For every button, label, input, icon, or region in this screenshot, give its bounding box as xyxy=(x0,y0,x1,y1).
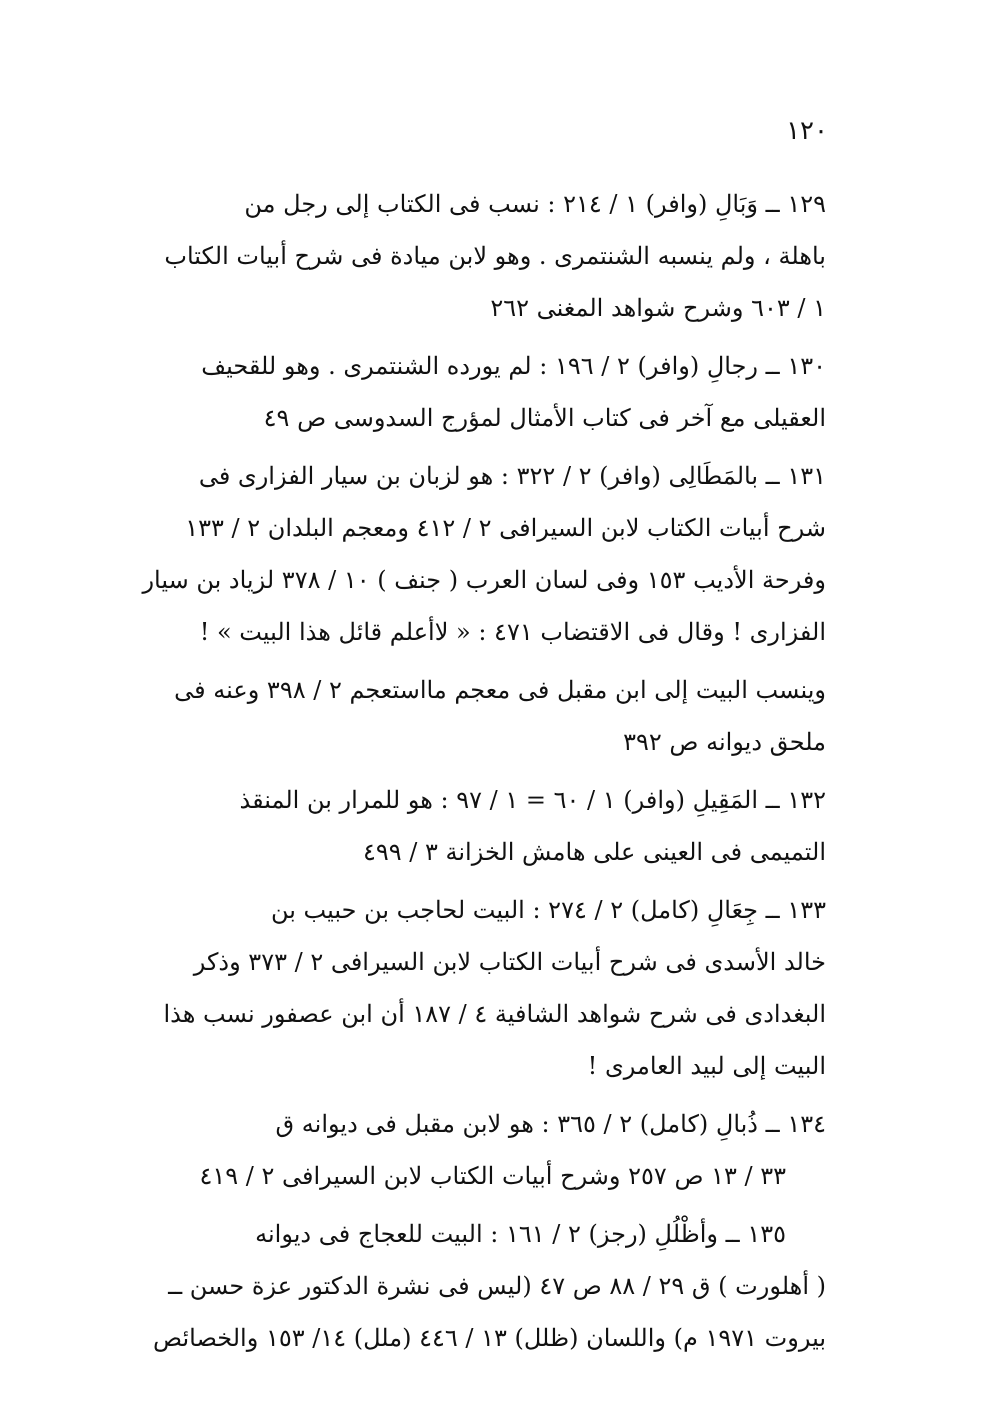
text-line: شرح أبيات الكتاب لابن السيرافى ٢ / ٤١٢ ومعجم البلدان ٢ / ١٣٣ xyxy=(185,514,826,542)
entry-133 xyxy=(160,884,826,1092)
text-line: العقيلى مع آخر فى كتاب الأمثال لمؤرج السدوسى ص ٤٩ xyxy=(263,404,826,432)
entry-129 xyxy=(160,178,826,334)
text-line: خالد الأسدى فى شرح أبيات الكتاب لابن السيرافى ٢ / ٣٧٣ وذكر xyxy=(193,948,826,976)
text-line: الفزارى ! وقال فى الاقتضاب ٤٧١ : « لاأعلم قائل هذا البيت » ! xyxy=(199,618,826,646)
text-line: البغدادى فى شرح شواهد الشافية ٤ / ١٨٧ أن ابن عصفور نسب هذا xyxy=(163,1000,826,1028)
text-line: ٣٣ / ١٣ ص ٢٥٧ وشرح أبيات الكتاب لابن السيرافى ٢ / ٤١٩ xyxy=(199,1162,786,1190)
text-line: ١٣٤ ــ ذُبالِ (كامل) ٢ / ٣٦٥ : هو لابن مقبل فى ديوانه ق xyxy=(275,1110,826,1138)
entry-134 xyxy=(160,1098,826,1202)
text-line: ١٣٥ ــ وأظْلُلِ (رجز) ٢ / ١٦١ : البيت للعجاج فى ديوانه xyxy=(255,1220,786,1248)
text-line: ١٣٣ ــ جِعَالِ (كامل) ٢ / ٢٧٤ : البيت لحاجب بن حبيب بن xyxy=(270,896,826,924)
text-line: وينسب البيت إلى ابن مقبل فى معجم مااستعجم ٢ / ٣٩٨ وعنه فى xyxy=(174,676,826,704)
entry-130 xyxy=(160,340,826,444)
text-line: ( أهلورت ) ق ٢٩ / ٨٨ ص ٤٧ (ليس فى نشرة الدكتور عزة حسن ــ xyxy=(168,1272,826,1300)
entry-131-note xyxy=(160,664,826,768)
entry-132 xyxy=(160,774,826,878)
text-line: التميمى فى العينى على هامش الخزانة ٣ / ٤٩٩ xyxy=(362,838,826,866)
entry-131 xyxy=(142,450,826,658)
text-line: البيت إلى لبيد العامرى ! xyxy=(587,1052,826,1080)
text-line: بيروت ١٩٧١ م) واللسان (ظلل) ١٣ / ٤٤٦ (ملل) ١٤/ ١٥٣ والخصائص xyxy=(153,1324,826,1352)
page-body xyxy=(142,178,826,1370)
text-line: ١٣٠ ــ رجالِ (وافر) ٢ / ١٩٦ : لم يورده الشنتمرى . وهو للقحيف xyxy=(201,352,826,380)
entry-135 xyxy=(153,1208,826,1364)
text-line: باهلة ، ولم ينسبه الشنتمرى . وهو لابن ميادة فى شرح أبيات الكتاب xyxy=(164,242,826,270)
text-line: ١٣١ ــ بالمَطَالِى (وافر) ٢ / ٣٢٢ : هو لزبان بن سيار الفزارى فى xyxy=(198,462,826,490)
text-line: ١ / ٦٠٣ وشرح شواهد المغنى ٢٦٢ xyxy=(490,294,826,322)
text-line: ١٢٩ ــ وَبَالِ (وافر) ١ / ٢١٤ : نسب فى الكتاب إلى رجل من xyxy=(244,190,826,218)
text-line: ملحق ديوانه ص ٣٩٢ xyxy=(623,728,826,756)
text-line: وفرحة الأديب ١٥٣ وفى لسان العرب ( جنف ) ١٠ / ٣٧٨ لزياد بن سيار xyxy=(142,566,826,594)
text-line: ١٣٢ ــ المَقِيلِ (وافر) ١ / ٦٠ = ١ / ٩٧ : هو للمرار بن المنقذ xyxy=(239,786,826,814)
page-number: ١٢٠ xyxy=(786,116,828,146)
